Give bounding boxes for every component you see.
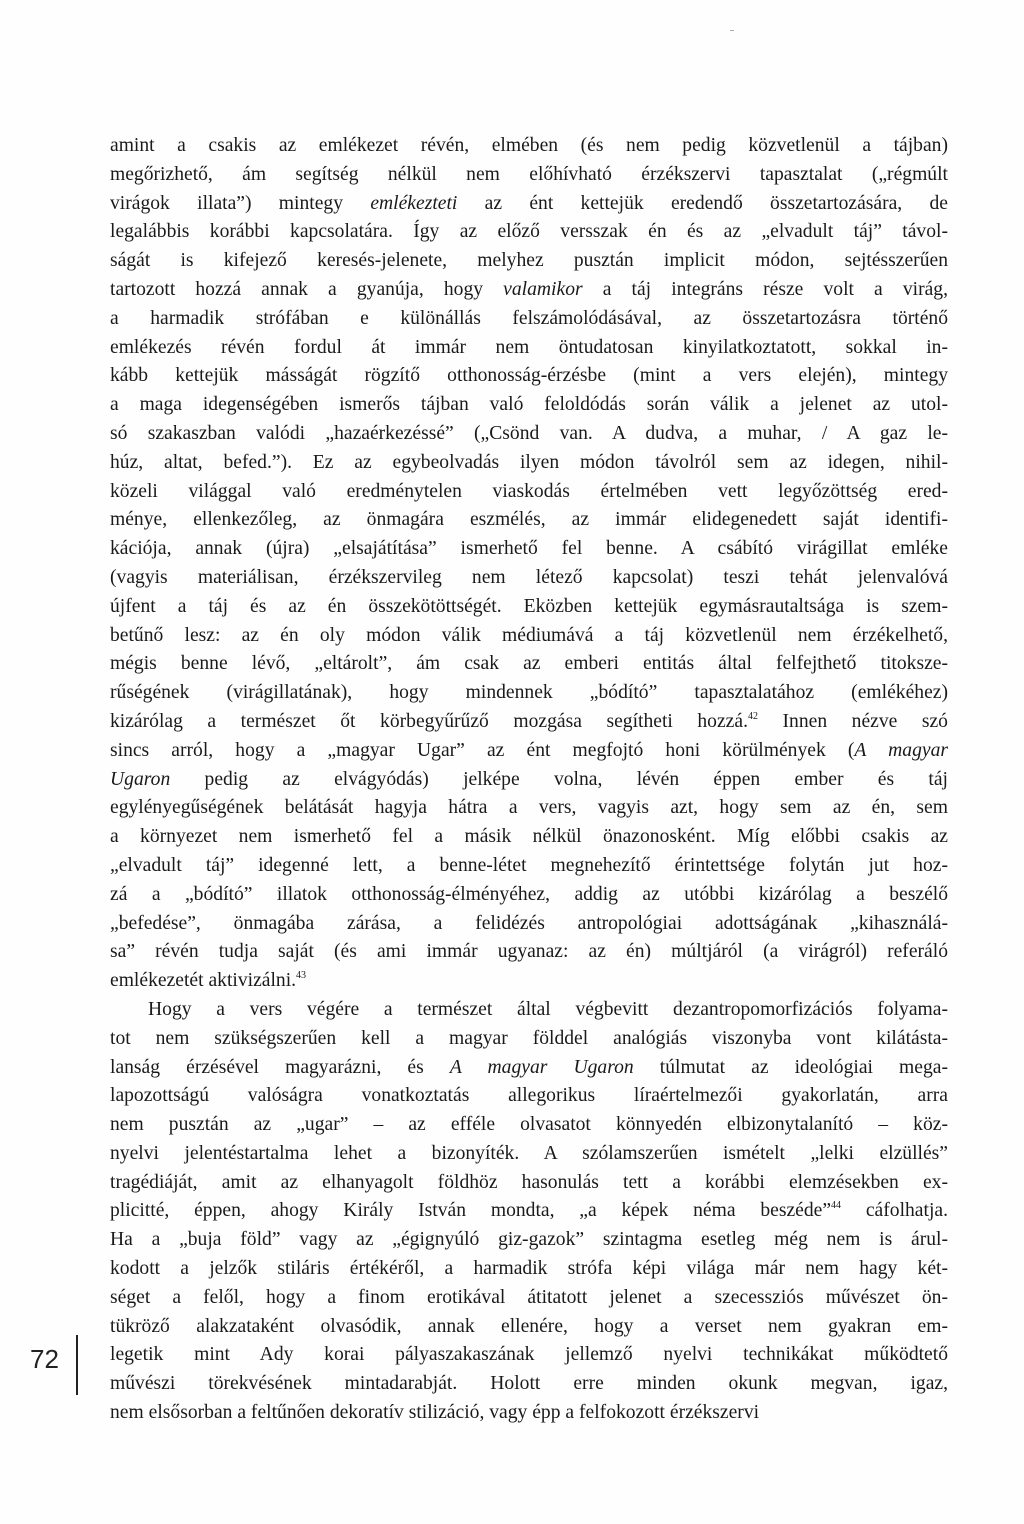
text-line: „elvadult táj” idegenné lett, a benne-létet megnehezítő érintettsége folytán jut hoz-: [110, 854, 948, 876]
text-line: újfent a táj és az én összekötöttségét. Eközben kettejük egymásrautaltsága is szem-: [110, 595, 948, 617]
page-number-rule: [76, 1335, 78, 1395]
scan-mark: [730, 30, 734, 31]
text-line: virágok illata”) mintegy emlékezteti az ént kettejük eredendő összetartozására, de: [110, 192, 948, 214]
text-line: „befedése”, önmagába zárása, a felidézés antropológiai adottságának „kihasználá-: [110, 912, 948, 934]
text-line: emlékezetét aktivizálni.$^{43}$: [110, 970, 307, 992]
text-line: zá a „bódító” illatok otthonosság-élményéhez, addig az utóbbi kizárólag a beszélő: [110, 883, 948, 905]
text-line: a környezet nem ismerhető fel a másik nélkül önazonosként. Míg előbbi csakis az: [110, 826, 948, 848]
text-line: amint a csakis az emlékezet révén, elmében (és nem pedig közvetlenül a tájban): [110, 135, 948, 156]
text-line: kodott a jelzők stiláris értékéről, a harmadik strófa képi világa már nem hagy két-: [110, 1258, 948, 1280]
text-line: a harmadik strófában e különállás felszámolódásával, az összetartozásra történő: [110, 307, 948, 329]
text-line: kább kettejük másságát rögzítő otthonosság-érzésbe (mint a vers elején), mintegy: [110, 365, 948, 387]
text-line: legetik mint Ady korai pályaszakaszának jellemző nyelvi technikákat működtető: [110, 1344, 948, 1366]
text-line: lapozottságú valóságra vonatkoztatás allegorikus líraértelmezői gyakorlatán, arra: [110, 1085, 948, 1107]
text-line: rűségének (virágillatának), hogy mindennek „bódító” tapasztalatához (emlékéhez): [110, 682, 948, 704]
text-line: (vagyis materiálisan, érzékszervileg nem létező kapcsolat) teszi tehát jelenvalóvá: [110, 566, 948, 588]
text-line: nyelvi jelentéstartalma lehet a bizonyíték. A szólamszerűen ismételt „lelki elzüllés”: [110, 1142, 948, 1164]
text-line: tartozott hozzá annak a gyanúja, hogy valamikor a táj integráns része volt a virág,: [110, 278, 948, 300]
body-text: [110, 132, 948, 1428]
footnote-reference[interactable]: 42: [747, 710, 758, 722]
text-line: művészi törekvésének mintadarabját. Holott erre minden okunk megvan, igaz,: [110, 1373, 948, 1395]
text-line: lanság érzésével magyarázni, és A magyar Ugaron túlmutat az ideológiai mega-: [110, 1056, 948, 1078]
text-line: tragédiáját, amit az elhanyagolt földhöz hasonulás tett a korábbi elemzésekben ex-: [110, 1171, 948, 1193]
paragraph: [110, 132, 948, 996]
text-line: nem elsősorban a feltűnően dekoratív stilizáció, vagy épp a felfokozott érzékszervi: [110, 1402, 760, 1424]
text-line: a maga idegenségében ismerős tájban való feloldódás során válik a jelenet az utol-: [110, 394, 948, 416]
text-line: Hogy a vers végére a természet által végbevitt dezantropomorfizációs folyama-: [148, 998, 948, 1020]
text-line: sincs arról, hogy a „magyar Ugar” az ént megfojtó honi körülmények (A magyar: [110, 739, 948, 761]
text-line: Ha a „buja föld” vagy az „égignyúló giz-gazok” szintagma esetleg még nem is árul-: [110, 1229, 948, 1251]
text-line: tot nem szükségszerűen kell a magyar földdel analógiás viszonyba vont kilátásta-: [110, 1027, 948, 1049]
page-number: 72: [30, 1344, 59, 1374]
text-line: Ugaron pedig az elvágyódás) jelképe volna, lévén éppen ember és táj: [110, 768, 948, 790]
text-line: ságát is kifejező keresés-jelenete, melyhez pusztán implicit módon, sejtésszerűen: [110, 250, 948, 272]
text-line: nem pusztán az „ugar” – az efféle olvasatot könnyedén elbizonytalanító – köz-: [110, 1114, 948, 1136]
paragraph: [110, 996, 948, 1428]
text-line: mégis benne lévő, „eltárolt”, ám csak az emberi entitás által felfejthető titoksze-: [110, 653, 948, 675]
text-line: húz, altat, befed.”). Ez az egybeolvadás ilyen módon távolról sem az idegen, nihil-: [110, 451, 948, 473]
text-line: betűnő lesz: az én oly módon válik médiumává a táj közvetlenül nem érzékelhető,: [110, 624, 948, 646]
text-line: ménye, ellenkezőleg, az önmagára eszmélés, az immár elidegenedett saját identifi-: [110, 509, 948, 531]
text-line: kizárólag a természet őt körbegyűrűző mozgása segítheti hozzá.$^{42}$ Innen nézve szó: [110, 710, 948, 732]
text-line: tükröző alakzataként olvasódik, annak ellenére, hogy a verset nem gyakran em-: [110, 1315, 948, 1337]
italic-text: emlékezteti: [370, 192, 458, 214]
text-line: megőrizhető, ám segítség nélkül nem előhívható érzékszervi tapasztalat („régmúlt: [110, 163, 948, 185]
text-line: kációja, annak (újra) „elsajátítása” ismerhető fel benne. A csábító virágillat emléke: [110, 538, 948, 560]
text-line: só szakaszban valódi „hazaérkezéssé” („Csönd van. A dudva, a muhar, / A gaz le-: [110, 422, 948, 444]
text-line: plicitté, éppen, ahogy Király István mondta, „a képek néma beszéde”$^{44}$ cáfolhatja.: [110, 1200, 948, 1222]
italic-text: Ugaron: [110, 768, 171, 790]
italic-text: A magyar Ugaron: [449, 1056, 634, 1078]
footnote-reference[interactable]: 43: [296, 970, 307, 982]
italic-text: A magyar: [854, 739, 948, 761]
text-line: egylényegűségének belátását hagyja hátra a vers, vagyis azt, hogy sem az én, sem: [110, 797, 948, 819]
footnote-reference[interactable]: 44: [831, 1200, 842, 1212]
text-line: legalábbis korábbi kapcsolatára. Így az előző versszak én és az „elvadult táj” távol-: [110, 221, 948, 243]
italic-text: valamikor: [503, 278, 583, 300]
text-line: sa” révén tudja saját (és ami immár ugyanaz: az én) múltjáról (a virágról) referáló: [110, 941, 948, 963]
text-line: emlékezés révén fordul át immár nem öntudatosan kinyilatkoztatott, sokkal in-: [110, 336, 948, 358]
text-line: séget a felől, hogy a finom erotikával átitatott jelenet a szecessziós művészet ön-: [110, 1286, 948, 1308]
text-line: közeli világgal való eredménytelen viaskodás értelmében vett legyőzöttség ered-: [110, 480, 948, 502]
